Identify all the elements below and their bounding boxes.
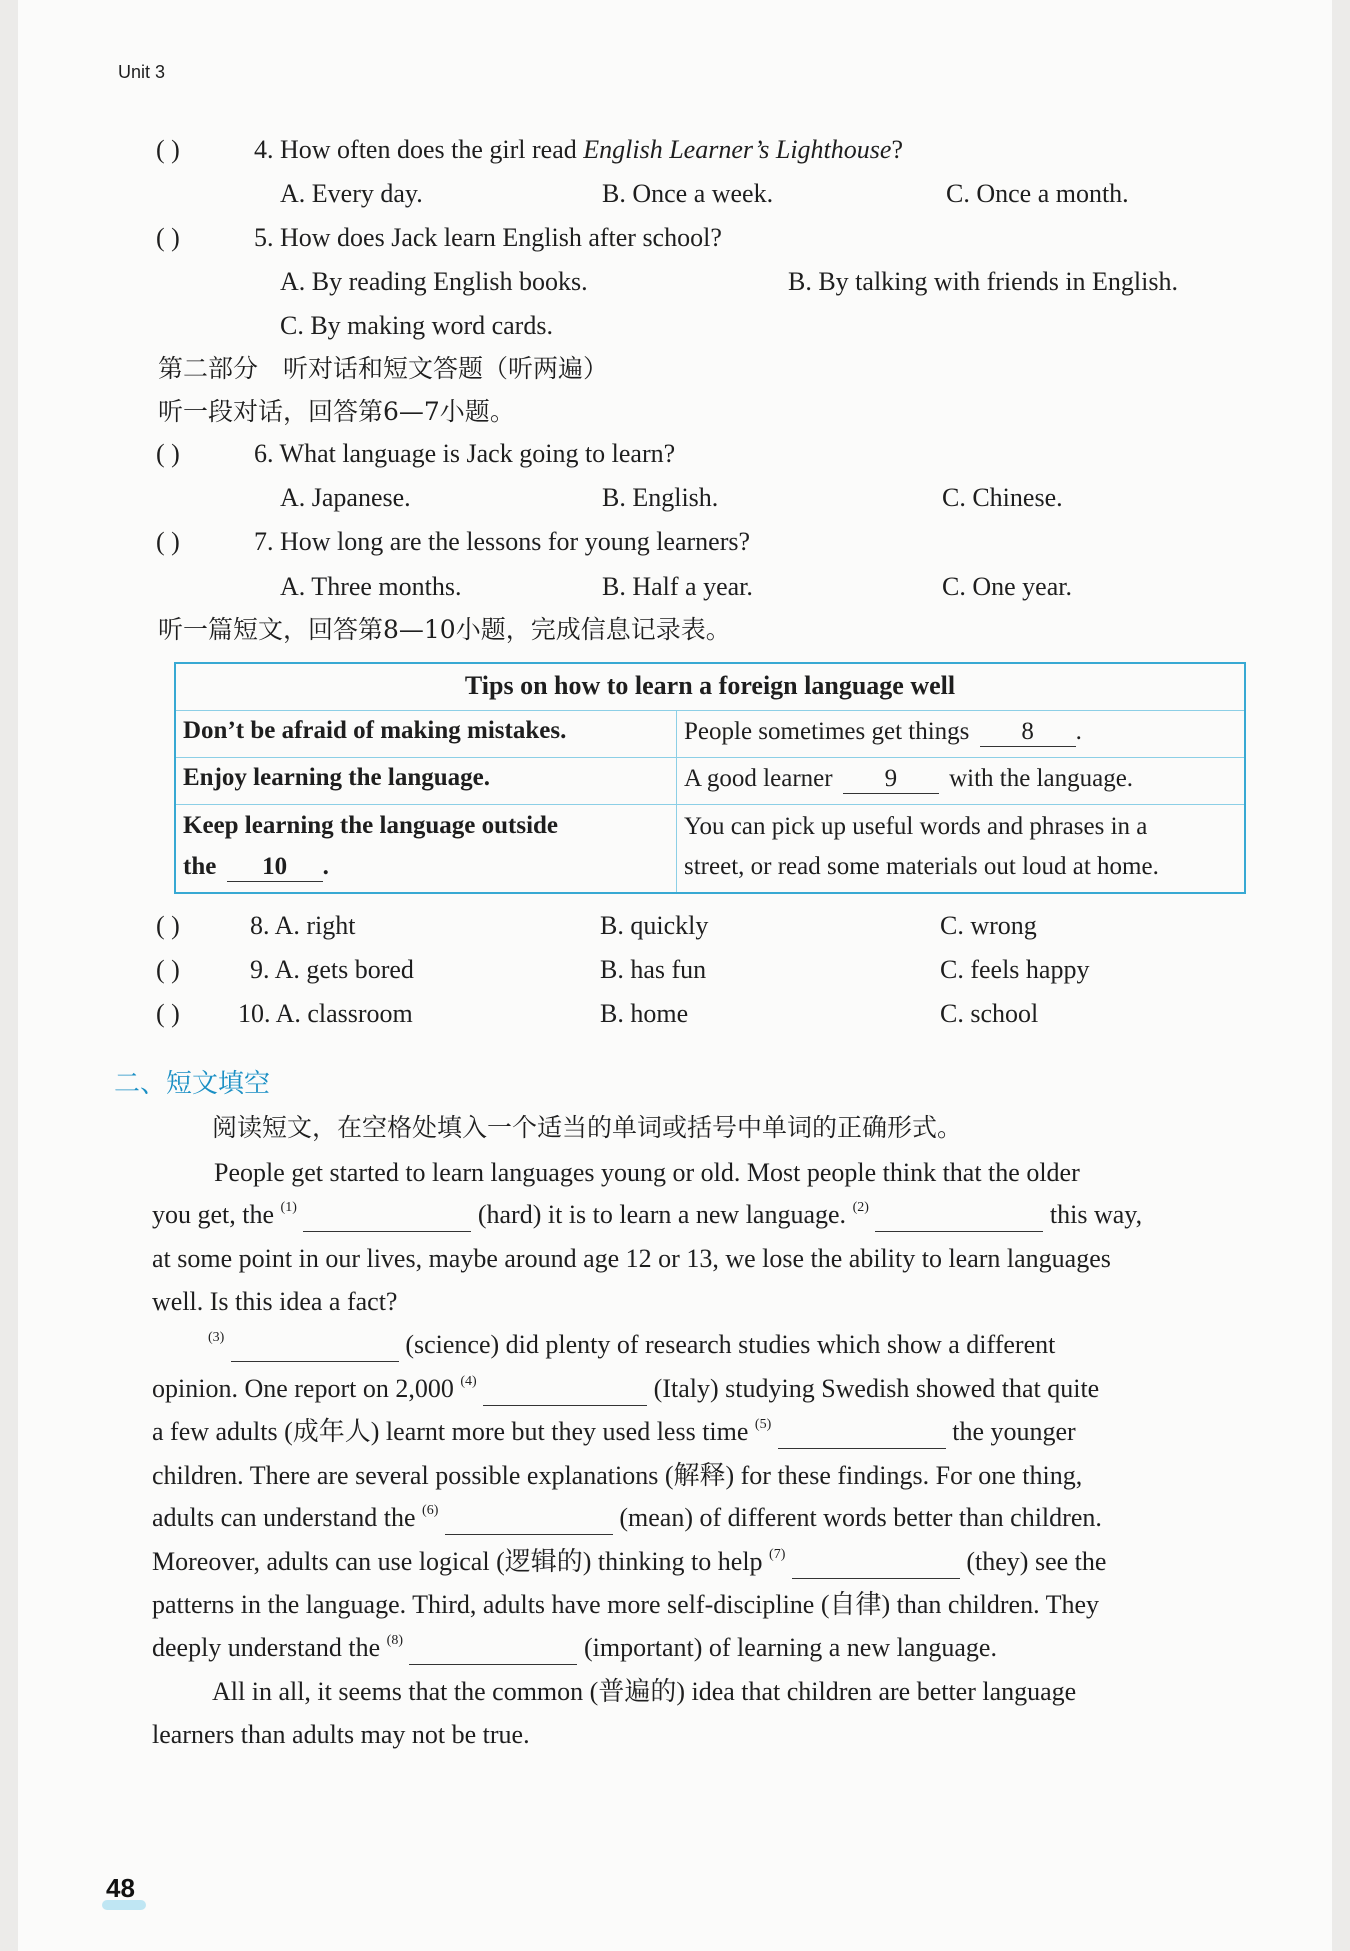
passage-text: deeply understand the [152,1633,381,1662]
passage-text: Moreover, adults can use logical (逻辑的) thinking to help [152,1547,763,1576]
blank-number-4: (4) [460,1374,477,1389]
tip-1-detail-text: People sometimes get things [684,718,970,745]
table-row-divider [176,757,1244,758]
option-8b: B. quickly [600,911,709,940]
passage-line-8: children. There are several possible explanations (解释) for these findings. For one thing, [152,1461,1083,1490]
blank-5[interactable] [778,1416,946,1449]
tip-1-detail-end: . [1075,718,1082,745]
passage-text: (important) of learning a new language. [583,1633,997,1662]
passage-text: (hard) it is to learn a new language. [477,1200,847,1229]
blank-number-1: (1) [280,1200,297,1215]
question-4 [254,134,903,166]
option-6a: A. Japanese. [280,483,411,512]
blank-7[interactable] [792,1546,960,1579]
passage-text: you get, the [152,1200,275,1229]
option-4a: A. Every day. [280,179,423,208]
option-5b: B. By talking with friends in English. [788,267,1178,296]
question-7: 7. How long are the lessons for young learners? [254,527,751,556]
tip-3-text: the [183,853,217,880]
tip-3-line-1: Keep learning the language outside [183,812,559,839]
tip-3-detail-line-2: street, or read some materials out loud at home. [684,853,1159,880]
question-6: 6. What language is Jack going to learn? [254,439,676,468]
blank-4[interactable] [483,1373,647,1406]
option-9b: B. has fun [600,955,707,984]
tip-3-end: . [322,853,329,880]
option-7c: C. One year. [942,572,1072,601]
blank-number-3: (3) [208,1330,225,1345]
answer-paren-4[interactable]: ( ) [156,135,180,164]
blank-8[interactable]: 8 [980,718,1076,747]
passage-line-1: People get started to learn languages young or old. Most people think that the older [214,1158,1080,1187]
tips-table [174,662,1246,894]
passage-line-13: All in all, it seems that the common (普遍的) idea that children are better language [212,1677,1077,1706]
option-8c: C. wrong [940,911,1037,940]
blank-6[interactable] [445,1502,613,1535]
answer-paren-7[interactable]: ( ) [156,527,180,556]
passage-text: the younger [952,1417,1076,1446]
question-4-stem: 4. How often does the girl read [254,135,584,164]
section-2-instruction: 阅读短文，在空格处填入一个适当的单词或括号中单词的正确形式。 [212,1113,963,1142]
option-5c: C. By making word cards. [280,311,553,340]
passage-line-10 [152,1546,1106,1583]
tip-3-line-2 [183,853,329,882]
answer-paren-8[interactable]: ( ) [156,911,180,940]
table-column-divider [676,710,677,892]
option-7a: A. Three months. [280,572,462,601]
blank-number-7: (7) [769,1547,786,1562]
blank-number-8: (8) [386,1633,403,1648]
question-8: 8. A. right [250,911,356,940]
table-row-divider [176,710,1244,711]
passage-line-4: well. Is this idea a fact? [152,1287,398,1316]
part2-instruction-1: 听一段对话，回答第6—7小题。 [158,397,515,426]
question-5: 5. How does Jack learn English after school? [254,223,722,252]
blank-8-passage[interactable] [409,1632,577,1665]
blank-9[interactable]: 9 [843,765,939,794]
page-number: 48 [106,1873,135,1903]
question-10: 10. A. classroom [238,999,413,1028]
option-5a: A. By reading English books. [280,267,588,296]
passage-text: a few adults (成年人) learnt more but they used less time [152,1417,749,1446]
answer-paren-10[interactable]: ( ) [156,999,180,1028]
option-10b: B. home [600,999,689,1028]
option-4c: C. Once a month. [946,179,1129,208]
passage-text: this way, [1049,1200,1143,1229]
tip-2-detail-text: A good learner [684,765,833,792]
blank-number-6: (6) [422,1503,439,1518]
passage-line-6 [152,1373,1099,1410]
tip-3-detail-line-1: You can pick up useful words and phrases in a [684,813,1148,840]
passage-line-14: learners than adults may not be true. [152,1720,530,1749]
passage-line-12 [152,1632,997,1669]
table-row-divider [176,804,1244,805]
worksheet-page [18,0,1332,1951]
answer-paren-9[interactable]: ( ) [156,955,180,984]
part2-title: 第二部分 听对话和短文答题（听两遍） [158,354,609,383]
passage-text: (they) see the [966,1547,1107,1576]
question-4-end: ? [891,135,903,164]
tip-1: Don’t be afraid of making mistakes. [183,717,567,744]
part2-instruction-2: 听一篇短文，回答第8—10小题，完成信息记录表。 [158,615,731,644]
unit-label: Unit 3 [118,62,166,82]
question-4-title: English Learner’s Lighthouse [583,135,892,164]
passage-line-9 [152,1502,1102,1539]
passage-line-11: patterns in the language. Third, adults have more self-discipline (自律) than children. They [152,1590,1100,1619]
blank-10[interactable]: 10 [227,853,323,882]
option-10c: C. school [940,999,1039,1028]
passage-text: (science) did plenty of research studies which show a different [405,1330,1056,1359]
blank-3[interactable] [231,1329,399,1362]
option-6b: B. English. [602,483,719,512]
table-title: Tips on how to learn a foreign language well [464,671,956,700]
passage-line-2 [152,1199,1142,1236]
passage-text: opinion. One report on 2,000 [152,1374,454,1403]
answer-paren-5[interactable]: ( ) [156,223,180,252]
tip-2: Enjoy learning the language. [183,764,490,791]
tip-2-detail-end: with the language. [949,765,1134,792]
blank-2[interactable] [875,1199,1043,1232]
tip-2-detail [684,765,1133,794]
question-9: 9. A. gets bored [250,955,414,984]
passage-text: adults can understand the [152,1503,416,1532]
option-4b: B. Once a week. [602,179,774,208]
option-9c: C. feels happy [940,955,1090,984]
answer-paren-6[interactable]: ( ) [156,439,180,468]
option-6c: C. Chinese. [942,483,1063,512]
blank-number-5: (5) [754,1417,772,1432]
passage-line-5 [208,1329,1055,1366]
blank-1[interactable] [303,1199,471,1232]
option-7b: B. Half a year. [602,572,753,601]
passage-text: (Italy) studying Swedish showed that quite [653,1374,1100,1403]
tip-1-detail [684,718,1082,747]
blank-number-2: (2) [852,1200,869,1215]
passage-line-7 [152,1416,1076,1453]
section-2-title: 二、短文填空 [114,1069,271,1099]
passage-text: (mean) of different words better than children. [619,1503,1102,1532]
passage-line-3: at some point in our lives, maybe around age 12 or 13, we lose the ability to learn languages [152,1244,1111,1273]
